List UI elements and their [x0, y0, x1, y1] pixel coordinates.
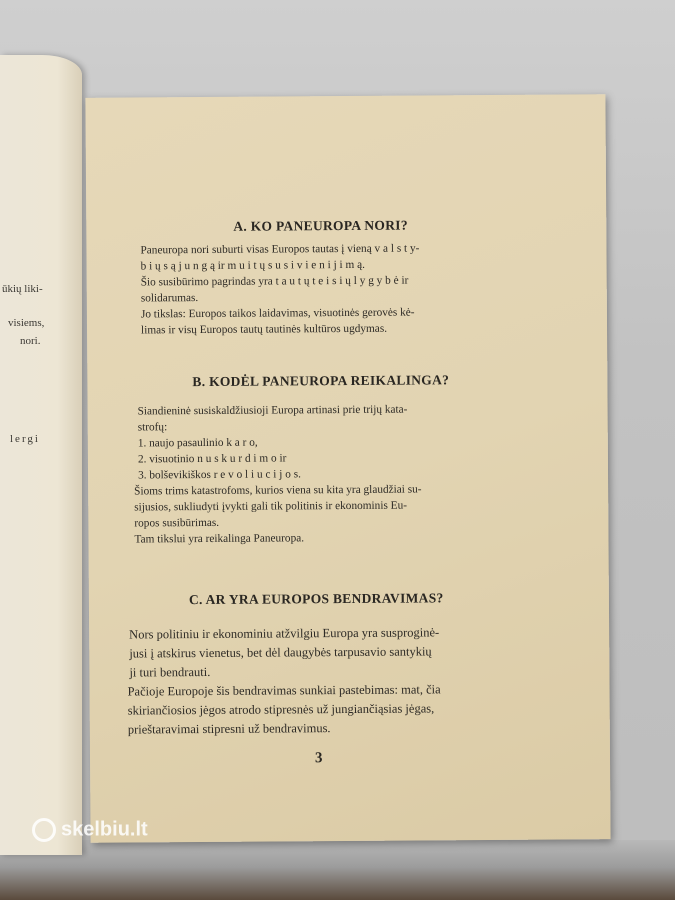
left-page-line: nori. [20, 335, 41, 347]
left-page-line: lergi [10, 433, 40, 445]
section-b-line: strofų: [137, 421, 168, 434]
section-b-line: ropos susibūrimas. [134, 516, 220, 530]
section-c-line: Nors politiniu ir ekonominiu atžvilgiu Europa yra susproginė- [129, 625, 440, 642]
left-page [0, 55, 82, 855]
section-b-line: Tam tikslui yra reikalinga Paneuropa. [134, 532, 305, 546]
section-a-line: limas ir visų Europos tautų tautinės kultūros ugdymas. [140, 322, 388, 337]
section-c-line: skiriančiosios jėgos atrodo stipresnės už jungiančiąsias jėgas, [127, 701, 435, 718]
watermark-logo-icon [32, 818, 56, 842]
section-c-line: jusi į atskirus vienetus, bet dėl daugybės tarpusavio santykių [129, 644, 432, 661]
watermark [32, 818, 148, 842]
left-page-line: ūkių liki- [2, 283, 43, 295]
section-c-line: ji turi bendrauti. [129, 664, 211, 680]
section-b-line: 2. visuotinio n u s k u r d i m o ir [137, 452, 287, 466]
section-b-line: Šioms trims katastrofoms, kurios viena su kita yra glaudžiai su- [134, 483, 422, 498]
section-c-title: C. AR YRA EUROPOS BENDRAVIMAS? [188, 590, 444, 608]
sleeve-edge [0, 840, 675, 900]
section-a-line: b i ų s ą j u n g ą ir m u i t ų s u s i v i e n i j i m ą. [140, 258, 365, 273]
section-b-line: 3. bolševikiškos r e v o l i u c i j o s. [138, 468, 301, 482]
booklet-page [85, 94, 610, 843]
section-b-title: B. KODĖL PANEUROPA REIKALINGA? [192, 372, 450, 390]
section-a-line: Jo tikslas: Europos taikos laidavimas, visuotinės gerovės kė- [140, 306, 415, 321]
page-number: 3 [314, 750, 323, 767]
section-c-line: Pačioje Europoje šis bendravimas sunkiai pastebimas: mat, čia [127, 682, 441, 699]
watermark-text: skelbiu.lt [61, 818, 148, 841]
section-b-line: Siandieninė susiskaldžiusioji Europa artinasi prie trijų kata- [137, 403, 408, 418]
section-a-line: solidarumas. [140, 292, 199, 305]
section-c-line: prieštaravimai stipresni už bendravimus. [127, 721, 331, 737]
section-b-line: sijusios, sukliudyti įvykti gali tik politinis ir ekonominis Eu- [134, 499, 408, 514]
section-a-line: Paneuropa nori suburti visas Europos tautas į vieną v a l s t y- [140, 242, 420, 257]
section-a-title: A. KO PANEUROPA NORI? [233, 217, 408, 234]
left-page-line: visiems, [8, 317, 45, 329]
section-b-line: 1. naujo pasaulinio k a r o, [137, 436, 258, 450]
section-a-line: Šio susibūrimo pagrindas yra t a u t ų t e i s i ų l y g y b ė ir [140, 274, 409, 289]
